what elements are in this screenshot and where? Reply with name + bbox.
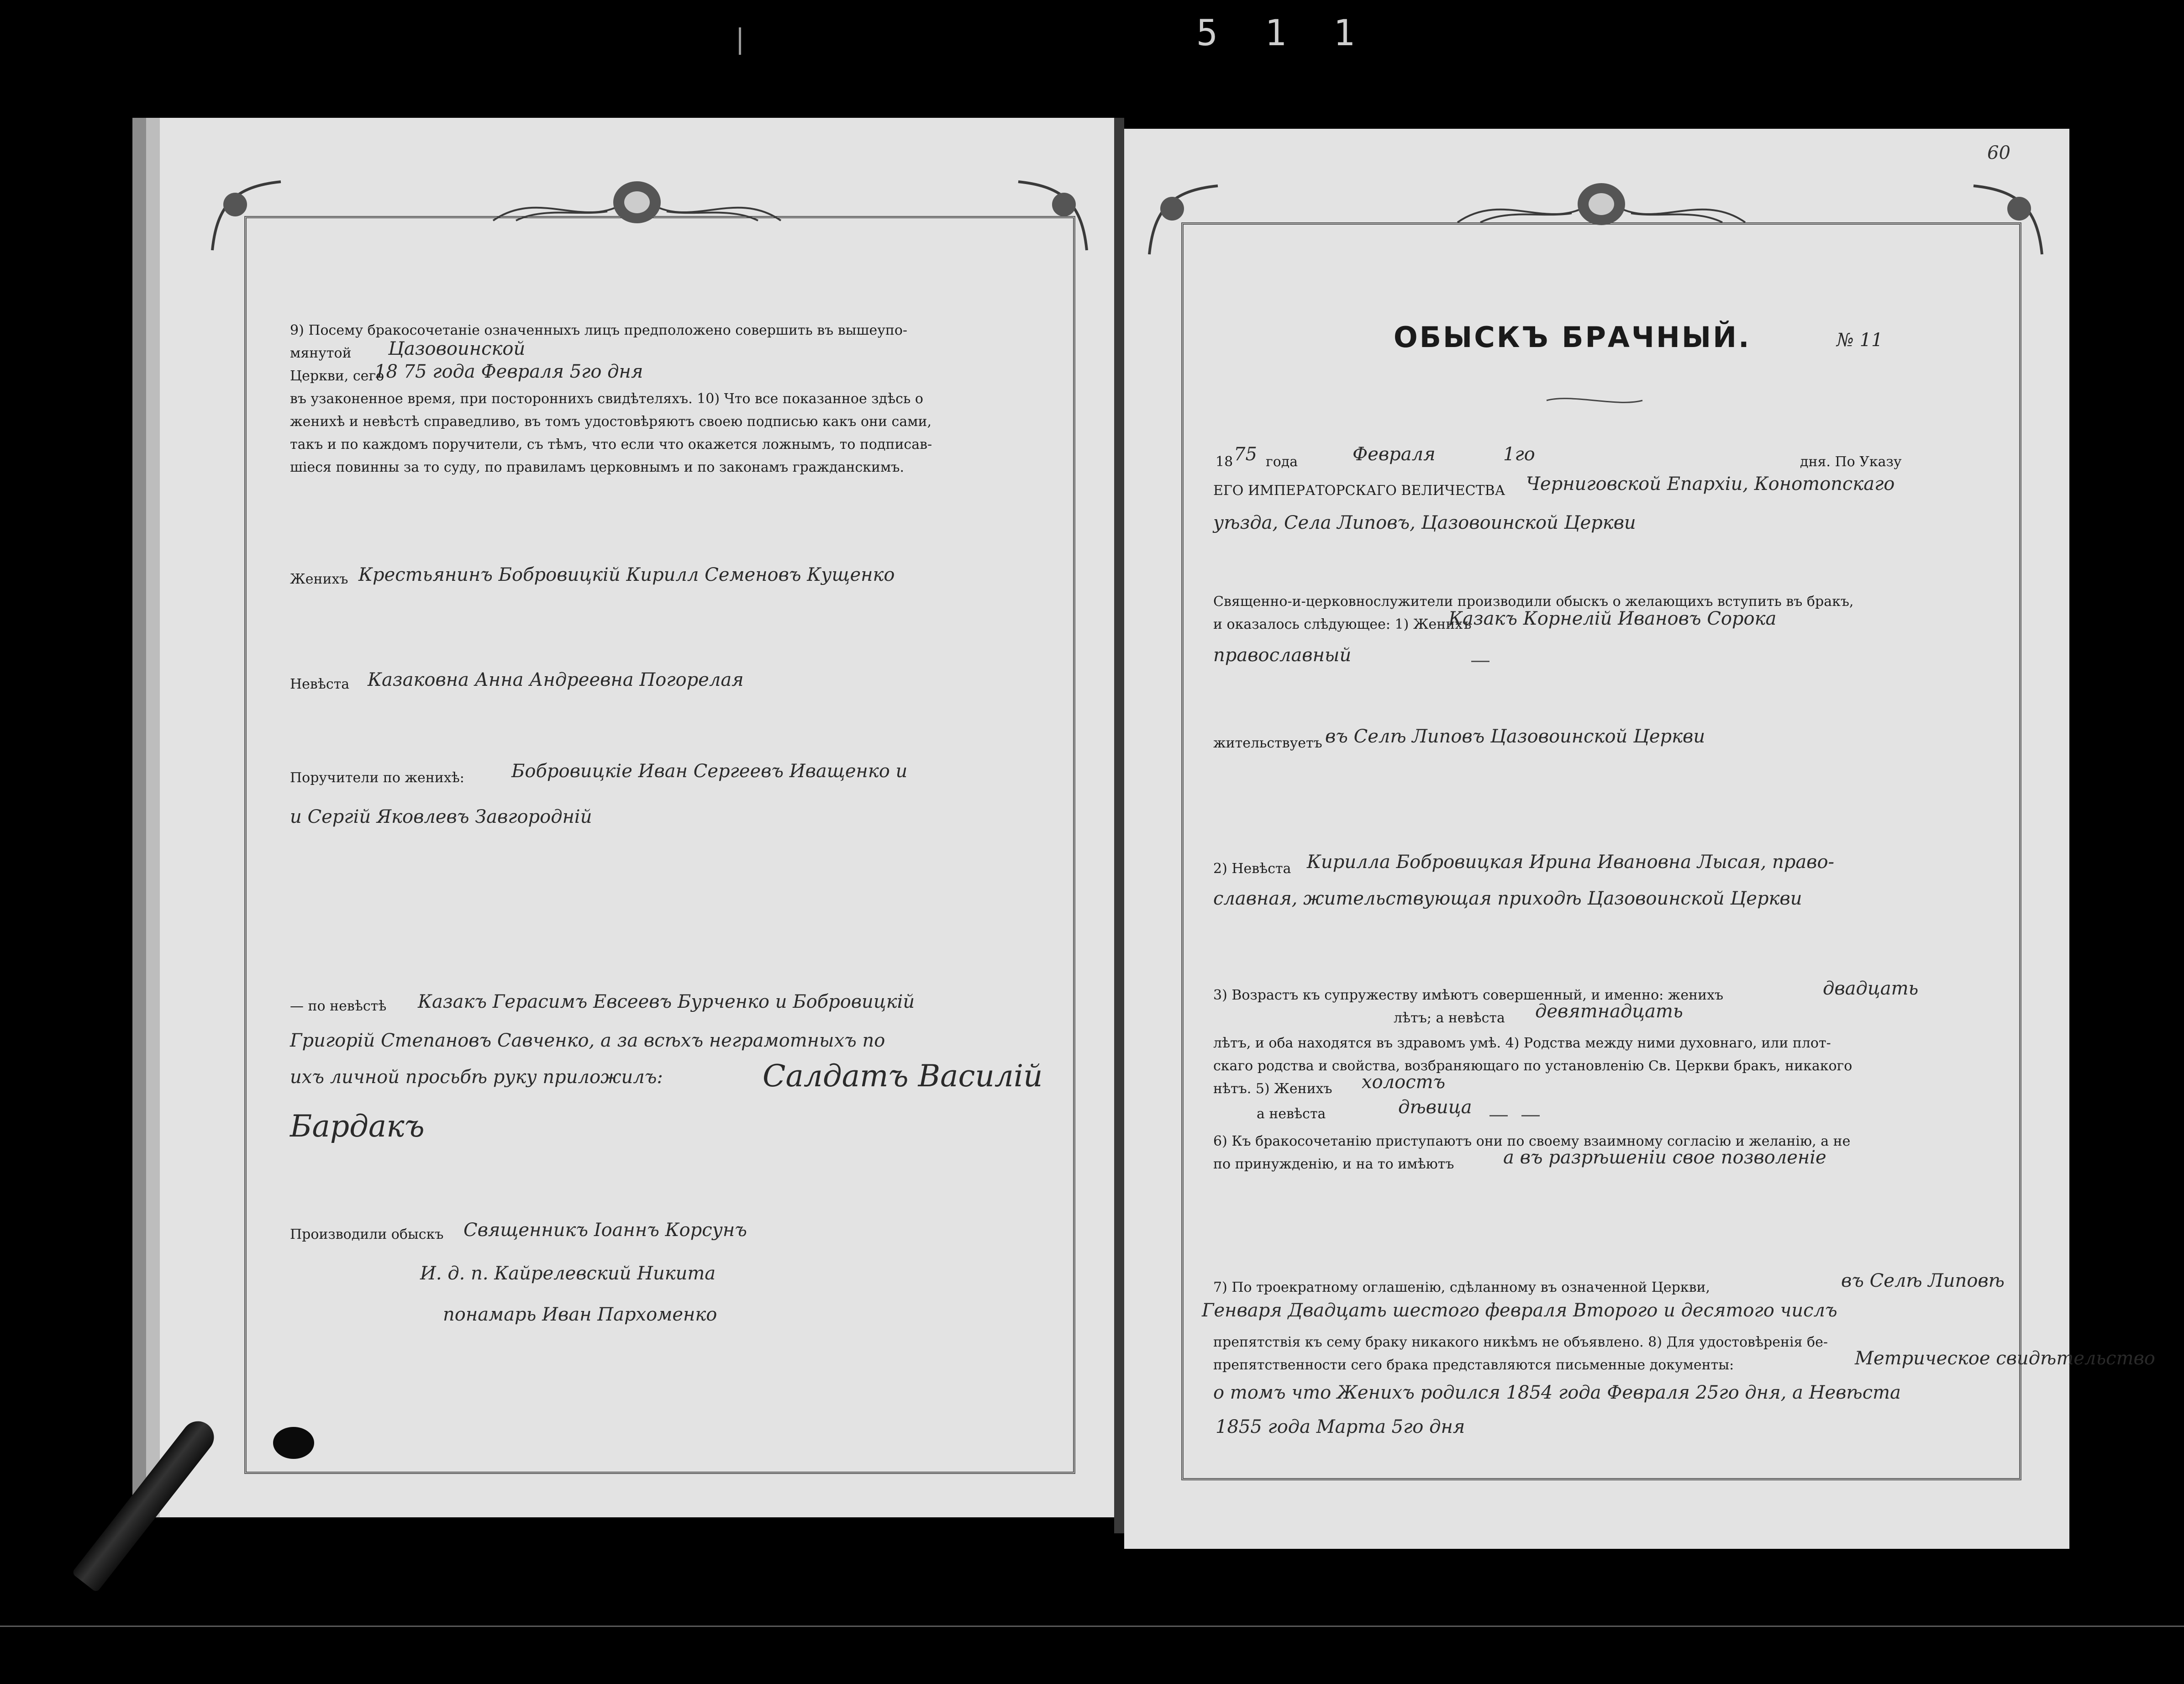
age-bride-handwriting: девятнадцать — [1535, 1001, 1683, 1022]
church-handwriting: Цазовоинской — [388, 338, 526, 359]
groom-religion-handwriting: православный — [1213, 645, 1352, 666]
consent-line2: по принужденію, и на то имѣютъ — [1213, 1156, 1454, 1172]
groom-label: Женихъ — [290, 571, 348, 587]
archive-stamp-number: 5 1 1 — [1196, 13, 1368, 54]
year-word: года — [1266, 454, 1298, 470]
banns-church-handwriting: въ Селѣ Липовѣ — [1841, 1270, 2005, 1291]
soldier-signature-line2: Бардакъ — [290, 1109, 425, 1144]
bride-label: Невѣста — [290, 676, 350, 692]
guarantor-groom-line2: и Сергій Яковлевъ Завгородній — [290, 806, 592, 827]
para9-line4: въ узаконенное время, при постороннихъ свидѣтеляхъ. 10) Что все показанное здѣсь о — [290, 391, 923, 407]
majesty-text: ЕГО ИМПЕРАТОРСКАГО ВЕЛИЧЕСТВА — [1213, 483, 1505, 499]
marital-groom-handwriting: холостъ — [1362, 1072, 1446, 1093]
guarantor-bride-line3: ихъ личной просьбѣ руку приложилъ: — [290, 1067, 663, 1088]
guarantor-bride-line1: Казакъ Герасимъ Евсеевъ Бурченко и Бобровицкій — [418, 991, 915, 1012]
bride-handwriting: Казаковна Анна Андреевна Погорелая — [368, 669, 744, 690]
docs-handwriting-line3: 1855 года Марта 5го дня — [1216, 1416, 1465, 1437]
performed-line3: понамарь Иван Пархоменко — [443, 1304, 717, 1325]
bride-label: 2) Невѣста — [1213, 861, 1291, 877]
resides-label: жительствуетъ — [1213, 735, 1322, 751]
record-number: № 11 — [1837, 330, 1883, 351]
intro-line2: и оказалось слѣдующее: 1) Женихъ — [1213, 616, 1472, 632]
intro-line1: Священно-и-церковнослужители производили обыскъ о желающихъ вступить въ бракъ, — [1213, 594, 1854, 610]
guarantors-groom-label: Поручители по женихѣ: — [290, 770, 464, 786]
guarantors-bride-label: — по невѣстѣ — [290, 998, 387, 1014]
eparchy-handwriting: Черниговской Епархіи, Конотопскаго — [1526, 474, 1895, 495]
pencil-tip — [273, 1427, 314, 1459]
year-prefix: 18 — [1216, 454, 1233, 470]
folio-number: 60 — [1987, 142, 2010, 163]
book-gutter — [1114, 118, 1124, 1533]
performed-line2: И. д. п. Кайрелевский Никита — [420, 1263, 716, 1284]
right-page — [1124, 129, 2155, 1549]
para9-line5: женихѣ и невѣстѣ справедливо, въ томъ удостовѣряютъ своею подписью какъ они сами, — [290, 414, 932, 430]
para9-line1: 9) Посему бракосочетаніе означенныхъ лицъ предположено совершить въ вышеупо- — [290, 322, 908, 338]
guarantor-groom-line1: Бобровицкіе Иван Сергеевъ Иващенко и — [511, 761, 908, 782]
banns-line4: препятственности сего брака представляются письменные документы: — [1213, 1357, 1734, 1373]
date-handwriting: 18 75 года Февраля 5го дня — [374, 361, 643, 382]
bride-handwriting-line1: Кирилла Бобровицкая Ирина Ивановна Лысая, право- — [1307, 852, 1835, 873]
age-groom-handwriting: двадцать — [1823, 978, 1919, 999]
para9-line2: мянутой — [290, 345, 352, 361]
performed-line1: Священникъ Іоаннъ Корсунъ — [463, 1220, 747, 1241]
para9-line3: Церкви, сего — [290, 368, 384, 384]
scan-tick-mark — [739, 27, 741, 55]
docs-handwriting-line2: о томъ что Женихъ родился 1854 года Февраля 25го дня, а Невѣста — [1213, 1382, 1901, 1403]
residence-handwriting: въ Селѣ Липовъ Цазовоинской Церкви — [1325, 726, 1705, 747]
age-line4: скаго родства и свойства, возбраняющаго по установленію Св. Церкви бракъ, никакого — [1213, 1058, 1852, 1074]
district-handwriting: уѣзда, Села Липовъ, Цазовоинской Церкви — [1213, 512, 1636, 533]
docs-handwriting-line1: Метрическое свидѣтельство — [1855, 1348, 2155, 1369]
left-page — [160, 118, 1114, 1517]
para9-line7: шіеся повинны за то суду, по правиламъ церковнымъ и по законамъ гражданскимъ. — [290, 459, 905, 475]
document-title: ОБЫСКЪ БРАЧНЫЙ. — [1394, 321, 1751, 354]
bride-handwriting-line2: славная, жительствующая приходѣ Цазовоинской Церкви — [1213, 888, 1802, 909]
soldier-signature-line1: Салдатъ Василій — [763, 1058, 1043, 1094]
decree-text: дня. По Указу — [1800, 454, 1902, 470]
date-month-handwriting: Февраля — [1353, 444, 1436, 465]
consent-handwriting: а въ разрѣшеніи свое позволеніе — [1503, 1147, 1826, 1168]
banns-line3: препятствія къ сему браку никакого никѣмъ не объявлено. 8) Для удостовѣренія бе- — [1213, 1334, 1828, 1350]
age-line2: лѣтъ; а невѣста — [1394, 1010, 1505, 1026]
age-line3: лѣтъ, и оба находятся въ здравомъ умѣ. 4) Родства между ними духовнаго, или плот- — [1213, 1035, 1831, 1051]
age-line6: а невѣста — [1257, 1106, 1326, 1122]
scan-baseline — [0, 1626, 2184, 1627]
para9-line6: такъ и по каждомъ поручители, съ тѣмъ, что если что окажется ложнымъ, то подписав- — [290, 437, 932, 453]
groom-handwriting: Крестьянинъ Бобровицкій Кирилл Семеновъ Кущенко — [358, 564, 895, 585]
groom-handwriting: Казакъ Корнелій Ивановъ Сорока — [1448, 608, 1777, 629]
banns-dates-handwriting: Генваря Двадцать шестого февраля Второго и десятого числъ — [1202, 1300, 1837, 1321]
marital-bride-handwriting: дѣвица — [1398, 1097, 1472, 1118]
book-page-edges — [137, 123, 160, 1511]
banns-line1: 7) По троекратному оглашенію, сдѣланному въ означенной Церкви, — [1213, 1279, 1710, 1295]
age-line1: 3) Возрастъ къ супружеству имѣютъ совершенный, и именно: женихъ — [1213, 987, 1724, 1003]
age-line5: нѣтъ. 5) Женихъ — [1213, 1081, 1332, 1097]
guarantor-bride-line2: Григорій Степановъ Савченко, а за всѣхъ неграмотныхъ по — [290, 1030, 885, 1051]
fill-dash — [1489, 1115, 1508, 1116]
date-day-handwriting: 1го — [1503, 444, 1535, 465]
fill-dash — [1471, 661, 1489, 662]
fill-dash — [1521, 1115, 1540, 1116]
performed-label: Производили обыскъ — [290, 1226, 444, 1242]
year-suffix: 75 — [1234, 444, 1257, 465]
consent-line1: 6) Къ бракосочетанію приступаютъ они по своему взаимному согласію и желанію, а не — [1213, 1133, 1851, 1149]
